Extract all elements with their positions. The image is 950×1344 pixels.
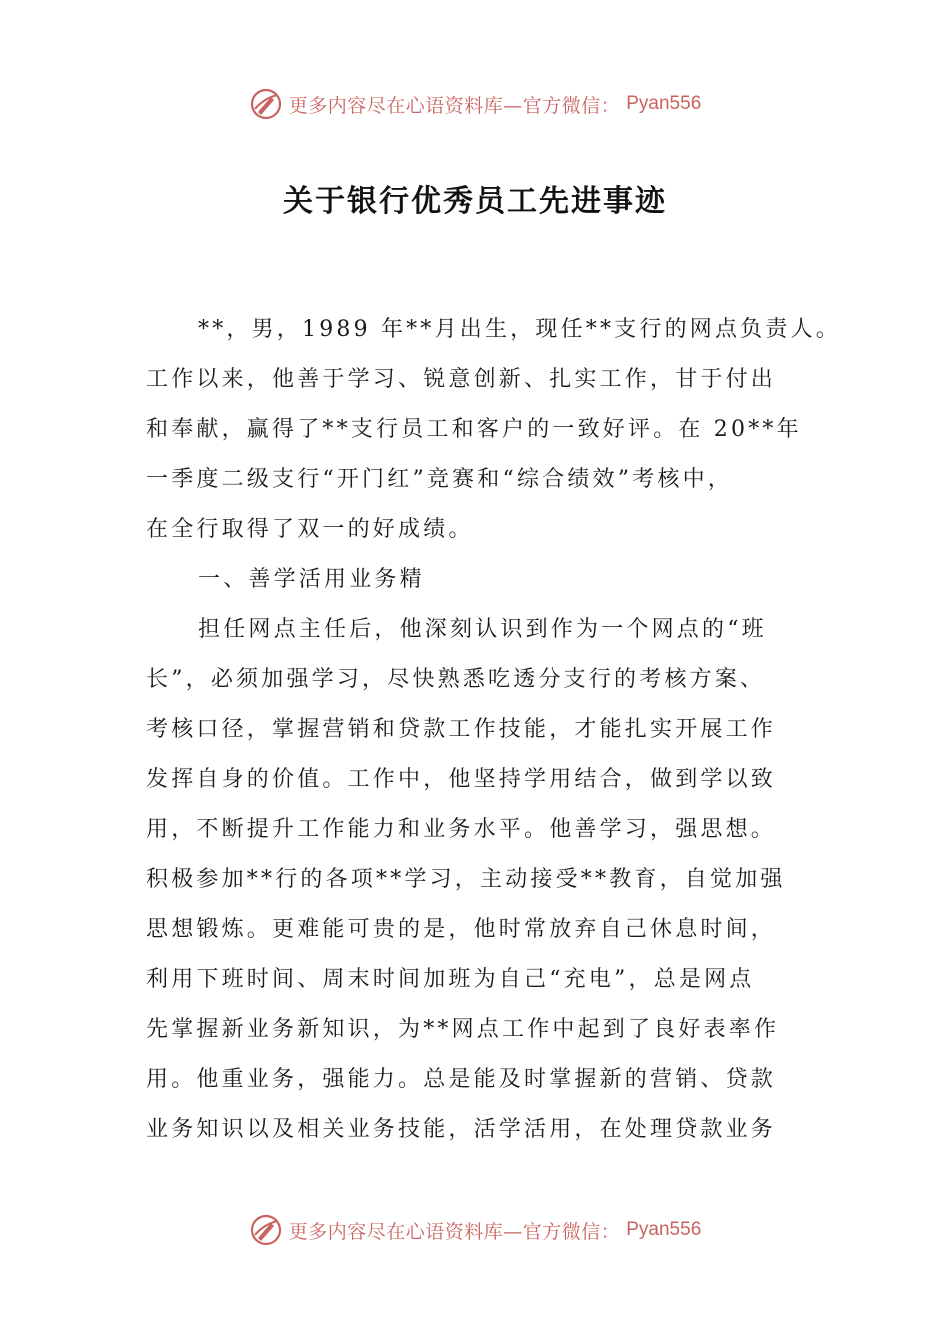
banner-wechat-id: Pyan556 [626,93,702,114]
paragraph-line: 用，不断提升工作能力和业务水平。他善学习，强思想。 [146,817,777,842]
paragraph-line: **，男，1989 年**月出生，现任**支行的网点负责人。 [198,317,841,342]
paragraph-line: 一季度二级支行“开门红”竞赛和“综合绩效”考核中， [146,467,733,492]
paragraph-line: 长”，必须加强学习，尽快熟悉吃透分支行的考核方案、 [146,667,766,692]
document-body [146,305,841,1155]
paragraph-line: 发挥自身的价值。工作中，他坚持学用结合，做到学以致 [146,767,777,792]
header-banner [0,84,950,124]
banner-wechat-id: Pyan556 [626,1219,702,1240]
paragraph-line: 用。他重业务，强能力。总是能及时掌握新的营销、贷款 [146,1067,777,1092]
paragraph-line: 积极参加**行的各项**学习，主动接受**教育，自觉加强 [146,867,786,892]
banner-text: 更多内容尽在心语资料库—官方微信： [288,1220,621,1243]
paragraph-line: 担任网点主任后，他深刻认识到作为一个网点的“班 [198,617,767,642]
paragraph-line: 考核口径，掌握营销和贷款工作技能，才能扎实开展工作 [146,717,777,742]
pen-logo-icon [249,87,283,121]
paragraph-line: 利用下班时间、周末时间加班为自己“充电”，总是网点 [146,967,755,992]
footer-banner [0,1210,950,1250]
paragraph-line: 先掌握新业务新知识，为**网点工作中起到了良好表率作 [146,1017,780,1042]
document-title: 关于银行优秀员工先进事迹 [283,184,667,219]
paragraph-line: 和奉献，赢得了**支行员工和客户的一致好评。在 20**年 [146,417,802,442]
paragraph-line: 在全行取得了双一的好成绩。 [146,517,474,542]
banner-text: 更多内容尽在心语资料库—官方微信： [288,94,621,117]
paragraph-line: 工作以来，他善于学习、锐意创新、扎实工作，甘于付出 [146,367,777,392]
paragraph-line: 业务知识以及相关业务技能，活学活用，在处理贷款业务 [146,1117,777,1142]
pen-logo-icon [249,1213,283,1247]
paragraph-line: 思想锻炼。更难能可贵的是，他时常放弃自己休息时间， [146,917,777,942]
section-heading: 一、善学活用业务精 [198,567,425,592]
